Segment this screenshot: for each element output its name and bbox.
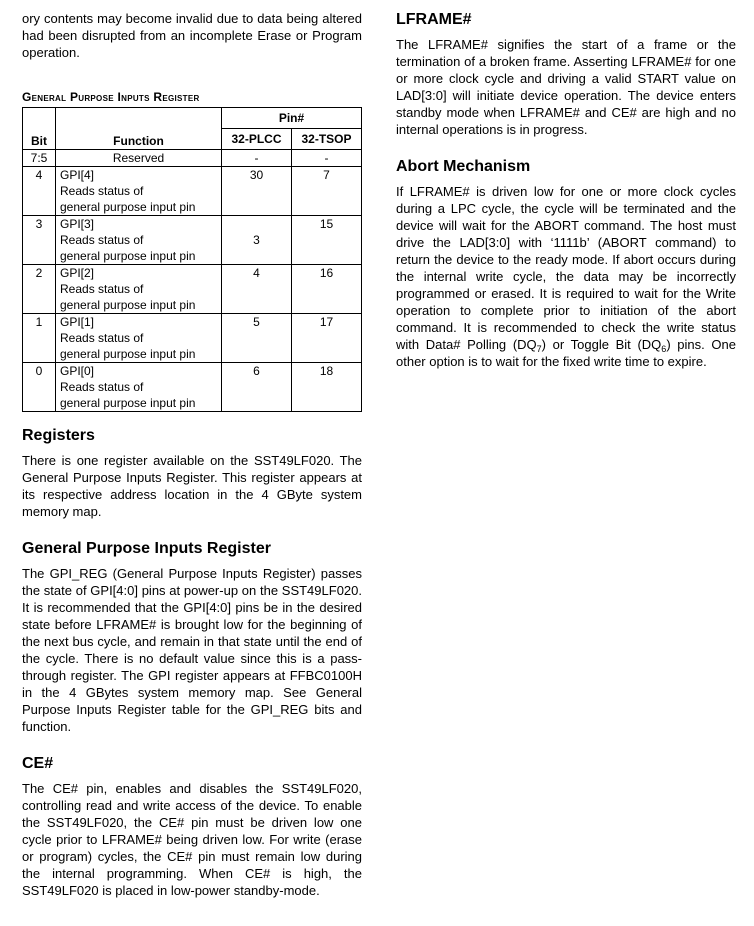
header-pin-group: Pin# (222, 108, 362, 129)
function-line: GPI[2] (60, 266, 95, 280)
function-line: Reads status of (60, 380, 144, 394)
function-line: Reserved (112, 151, 165, 165)
intro-paragraph: ory contents may become invalid due to data being altered had been disrupted from an incomplete Erase or Program operation. (22, 11, 362, 60)
cell-function (56, 363, 222, 412)
right-column (396, 10, 736, 370)
cell-tsop: 15 (292, 216, 362, 265)
cell-bit: 4 (23, 167, 56, 216)
function-line: general purpose input pin (60, 200, 196, 214)
function-line: Reads status of (60, 331, 144, 345)
abort-paragraph (396, 183, 736, 370)
left-column (22, 10, 362, 899)
cell-plcc: 5 (222, 314, 292, 363)
header-plcc: 32-PLCC (222, 129, 292, 150)
ce-paragraph: The CE# pin, enables and disables the SST49LF020, controlling read and write access of the device. To enable the SST49LF020, the CE# pin must be driven low one cycle prior to LFRAME# being driven low. For write (erase or program) cycles, the CE# pin must remain low during the internal programming. When CE# is high, the SST49LF020 is placed in low-power standby-mode. (22, 781, 362, 898)
cell-tsop: 7 (292, 167, 362, 216)
cell-bit: 1 (23, 314, 56, 363)
registers-heading: Registers (22, 427, 95, 444)
cell-tsop: 18 (292, 363, 362, 412)
abort-text-1: If LFRAME# is driven low for one or more clock cycles during a LPC cycle, the cycle will be terminated and the device will wait for the ABORT command. The host must drive the LAD[3:0] with ‘1111b’ (ABORT command) to return the device to the ready mode. If abort occurs during the internal write cycle, the data may be incorrectly programmed or erased. It is required to wait for the Write operation to complete prior to initiation of the abort command. It is recommended to check the write status with Data# Polling (DQ (396, 184, 736, 352)
cell-plcc: 6 (222, 363, 292, 412)
cell-function (56, 265, 222, 314)
table-row (23, 150, 362, 167)
function-line: Reads status of (60, 184, 144, 198)
registers-paragraph: There is one register available on the SST49LF020. The General Purpose Inputs Register. This register appears at its respective address location in the 4 GByte system memory map. (22, 453, 362, 519)
gpi-register-table (22, 107, 362, 412)
abort-heading: Abort Mechanism (396, 158, 531, 175)
header-bit: Bit (23, 108, 56, 150)
abort-subscript-dq7: 7 (536, 344, 542, 354)
function-line: general purpose input pin (60, 249, 196, 263)
cell-plcc: 3 (222, 216, 292, 265)
function-line: GPI[3] (60, 217, 95, 231)
function-line: Reads status of (60, 233, 144, 247)
abort-text-2: ) or Toggle Bit (DQ (541, 337, 662, 352)
cell-bit: 3 (23, 216, 56, 265)
cell-function (56, 216, 222, 265)
cell-function (56, 150, 222, 167)
lframe-paragraph: The LFRAME# signifies the start of a frame or the termination of a broken frame. Asserting LFRAME# for one or more clock cycle and driving a valid START value on LAD[3:0] will initiate device operation. The device enters standby mode when LFRAME# and CE# are high and no internal operations is in progress. (396, 37, 736, 137)
cell-tsop: 16 (292, 265, 362, 314)
cell-bit: 2 (23, 265, 56, 314)
function-line: GPI[0] (60, 364, 95, 378)
ce-heading: CE# (22, 755, 54, 772)
table-caption: General Purpose Inputs Register (22, 90, 200, 104)
cell-function (56, 314, 222, 363)
gpi-heading: General Purpose Inputs Register (22, 540, 271, 557)
lframe-heading: LFRAME# (396, 11, 472, 28)
table-row (23, 265, 362, 314)
cell-plcc: 30 (222, 167, 292, 216)
function-line: general purpose input pin (60, 347, 196, 361)
table-row (23, 216, 362, 265)
cell-bit: 7:5 (23, 150, 56, 167)
cell-bit: 0 (23, 363, 56, 412)
cell-function (56, 167, 222, 216)
function-line: Reads status of (60, 282, 144, 296)
function-line: general purpose input pin (60, 298, 196, 312)
table-row (23, 314, 362, 363)
table-body (23, 150, 362, 412)
abort-subscript-dq6: 6 (661, 344, 667, 354)
header-function: Function (56, 108, 222, 150)
table-row (23, 363, 362, 412)
cell-plcc: 4 (222, 265, 292, 314)
abort-text-3: ) pins. One other option is to wait for the fixed write time to expire. (396, 337, 736, 369)
function-line: GPI[1] (60, 315, 95, 329)
cell-plcc: - (222, 150, 292, 167)
gpi-paragraph: The GPI_REG (General Purpose Inputs Register) passes the state of GPI[4:0] pins at power-up on the SST49LF020. It is recommended that the GPI[4:0] pins be in the desired state before LFRAME# is brought low for the beginning of the next bus cycle, and remain in that state until the end of the cycle. There is no default value since this is a pass-through register. The GPI register appears at FFBC0100H in the 4 GBytes system memory map. See General Purpose Inputs Register table for the GPI_REG bits and function. (22, 566, 362, 734)
function-line: GPI[4] (60, 168, 95, 182)
function-line: general purpose input pin (60, 396, 196, 410)
cell-tsop: 17 (292, 314, 362, 363)
header-tsop: 32-TSOP (292, 129, 362, 150)
table-row (23, 167, 362, 216)
cell-tsop: - (292, 150, 362, 167)
